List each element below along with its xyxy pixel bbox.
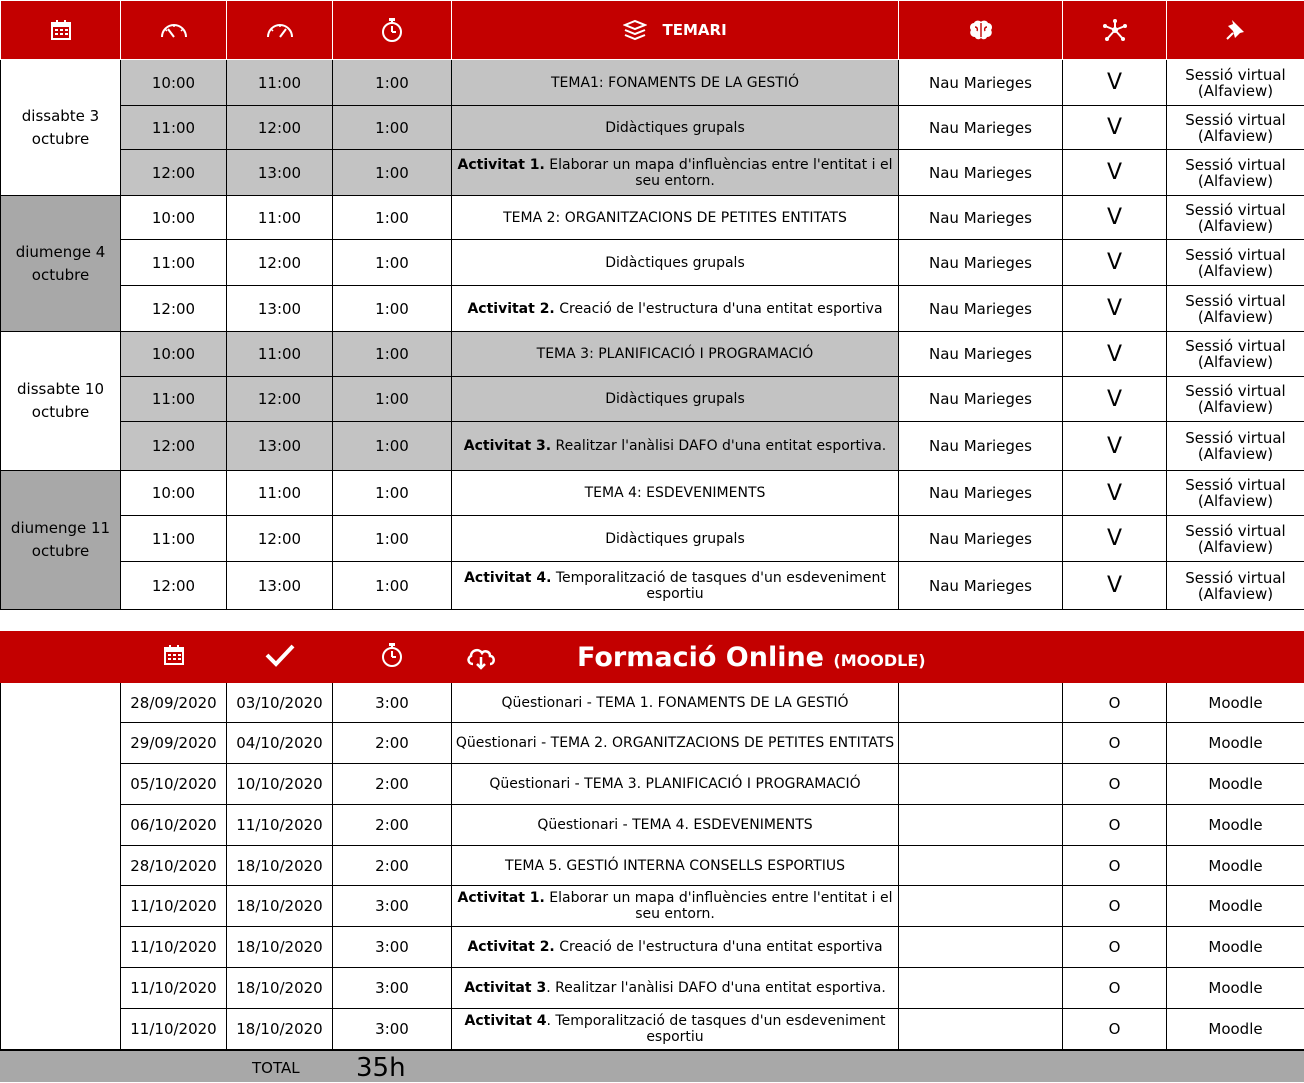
topic-text: TEMA 3: PLANIFICACIÓ I PROGRAMACIÓ — [537, 346, 814, 362]
mode-mark: O — [1063, 764, 1167, 805]
schedule-header-row — [1, 1, 1304, 60]
mode-mark: V — [1063, 377, 1167, 422]
location: Sessió virtual (Alfaview) — [1167, 150, 1304, 196]
trainer-blank — [899, 846, 1063, 886]
schedule-row — [1, 471, 1304, 516]
col-end-header — [227, 1, 333, 60]
start-time: 10:00 — [121, 60, 227, 106]
duration: 3:00 — [333, 927, 452, 968]
mode-mark: V — [1063, 286, 1167, 332]
online-row — [1, 764, 1304, 805]
mode-mark: V — [1063, 60, 1167, 106]
end-date: 11/10/2020 — [227, 805, 333, 846]
topic-cell — [452, 240, 899, 286]
schedule-row — [1, 60, 1304, 106]
online-header-row — [1, 632, 1304, 683]
end-time: 13:00 — [227, 562, 333, 610]
end-time: 12:00 — [227, 516, 333, 562]
mode-mark: O — [1063, 927, 1167, 968]
topic-text: Qüestionari - TEMA 3. PLANIFICACIÓ I PROGRAMACIÓ — [489, 776, 860, 792]
col-mode-header — [1063, 1, 1167, 60]
topic-cell — [452, 422, 899, 471]
topic-bold: Activitat 1. — [458, 157, 545, 173]
col-duration-header — [333, 1, 452, 60]
schedule-row — [1, 562, 1304, 610]
start-time: 12:00 — [121, 422, 227, 471]
topic-bold: Activitat 2. — [467, 939, 554, 955]
duration: 3:00 — [333, 968, 452, 1009]
start-date: 11/10/2020 — [121, 968, 227, 1009]
col-start-header — [121, 1, 227, 60]
start-date: 11/10/2020 — [121, 927, 227, 968]
topic-cell — [452, 286, 899, 332]
schedule-row — [1, 240, 1304, 286]
total-bar — [0, 1050, 1304, 1082]
topic-cell — [452, 927, 899, 968]
end-time: 11:00 — [227, 196, 333, 240]
start-time: 12:00 — [121, 562, 227, 610]
topic-text: TEMA 2: ORGANITZACIONS DE PETITES ENTITATS — [503, 210, 847, 226]
end-time: 13:00 — [227, 286, 333, 332]
location: Moodle — [1167, 805, 1304, 846]
topic-text: TEMA 4: ESDEVENIMENTS — [585, 485, 766, 501]
duration: 2:00 — [333, 805, 452, 846]
topic-text: . Realitzar l'anàlisi DAFO d'una entitat esportiva. — [546, 980, 886, 996]
schedule-row — [1, 377, 1304, 422]
topic-cell — [452, 764, 899, 805]
mode-mark: O — [1063, 968, 1167, 1009]
topic-text: Qüestionari - TEMA 4. ESDEVENIMENTS — [537, 817, 812, 833]
end-date: 03/10/2020 — [227, 683, 333, 723]
online-blank-header — [1, 632, 121, 683]
topic-text: Creació de l'estructura d'una entitat esportiva — [555, 301, 883, 317]
trainer-blank — [899, 927, 1063, 968]
duration: 2:00 — [333, 846, 452, 886]
topic-text: Realitzar l'anàlisi DAFO d'una entitat esportiva. — [551, 438, 886, 454]
end-time: 13:00 — [227, 422, 333, 471]
duration: 1:00 — [333, 106, 452, 150]
trainer-blank — [899, 886, 1063, 927]
location: Sessió virtual (Alfaview) — [1167, 106, 1304, 150]
topic-bold: Activitat 2. — [467, 301, 554, 317]
location: Moodle — [1167, 886, 1304, 927]
online-row — [1, 886, 1304, 927]
schedule-row — [1, 422, 1304, 471]
location: Sessió virtual (Alfaview) — [1167, 377, 1304, 422]
mode-mark: V — [1063, 422, 1167, 471]
trainer: Nau Marieges — [899, 422, 1063, 471]
duration: 3:00 — [333, 1009, 452, 1050]
topic-cell — [452, 377, 899, 422]
topic-text: Qüestionari - TEMA 1. FONAMENTS DE LA GESTIÓ — [501, 695, 848, 711]
topic-text: Didàctiques grupals — [605, 255, 745, 271]
topic-text: Temporalització de tasques d'un esdeveniment esportiu — [551, 570, 886, 602]
trainer: Nau Marieges — [899, 286, 1063, 332]
online-row — [1, 927, 1304, 968]
topic-cell — [452, 562, 899, 610]
location: Moodle — [1167, 927, 1304, 968]
end-date: 18/10/2020 — [227, 846, 333, 886]
mode-mark: O — [1063, 846, 1167, 886]
topic-cell — [452, 150, 899, 196]
duration: 1:00 — [333, 196, 452, 240]
online-subtitle: (MOODLE) — [833, 651, 925, 670]
duration: 1:00 — [333, 332, 452, 377]
topic-bold: Activitat 4 — [465, 1013, 547, 1029]
online-row — [1, 968, 1304, 1009]
topic-text: Didàctiques grupals — [605, 531, 745, 547]
mode-mark: O — [1063, 886, 1167, 927]
day-label: dissabte 3 octubre — [1, 60, 121, 196]
location: Sessió virtual (Alfaview) — [1167, 562, 1304, 610]
topic-cell — [452, 471, 899, 516]
network-icon — [1101, 21, 1129, 39]
books-icon — [623, 21, 652, 39]
duration: 3:00 — [333, 683, 452, 723]
trainer-blank — [899, 683, 1063, 723]
online-row — [1, 683, 1304, 723]
location: Sessió virtual (Alfaview) — [1167, 286, 1304, 332]
start-time: 12:00 — [121, 286, 227, 332]
topic-cell — [452, 968, 899, 1009]
trainer-blank — [899, 1009, 1063, 1050]
online-row — [1, 846, 1304, 886]
brain-icon — [968, 21, 994, 39]
col-location-header — [1167, 1, 1304, 60]
mode-mark: O — [1063, 1009, 1167, 1050]
online-table — [0, 631, 1304, 1050]
topic-cell — [452, 683, 899, 723]
topic-bold: Activitat 4. — [464, 570, 551, 586]
day-label: diumenge 4 octubre — [1, 196, 121, 332]
mode-mark: O — [1063, 723, 1167, 764]
end-date: 18/10/2020 — [227, 886, 333, 927]
end-time: 11:00 — [227, 471, 333, 516]
duration: 3:00 — [333, 886, 452, 927]
duration: 1:00 — [333, 422, 452, 471]
trainer-blank — [899, 723, 1063, 764]
topic-text: TEMA 5. GESTIÓ INTERNA CONSELLS ESPORTIUS — [505, 858, 845, 874]
online-title: Formació Online — [577, 642, 824, 673]
trainer: Nau Marieges — [899, 332, 1063, 377]
online-blank-cell — [1, 683, 121, 1050]
online-title-cell — [452, 632, 1304, 683]
speedometer-low-icon — [159, 21, 189, 39]
end-date: 04/10/2020 — [227, 723, 333, 764]
trainer: Nau Marieges — [899, 60, 1063, 106]
location: Moodle — [1167, 1009, 1304, 1050]
topic-text: Elaborar un mapa d'influèncias entre l'entitat i el seu entorn. — [545, 157, 893, 189]
mode-mark: O — [1063, 683, 1167, 723]
start-time: 11:00 — [121, 516, 227, 562]
duration: 1:00 — [333, 516, 452, 562]
check-icon — [264, 654, 296, 672]
topic-cell — [452, 1009, 899, 1050]
mode-mark: V — [1063, 150, 1167, 196]
topic-text: . Temporalització de tasques d'un esdeveniment esportiu — [547, 1013, 886, 1045]
start-date: 28/09/2020 — [121, 683, 227, 723]
start-date: 05/10/2020 — [121, 764, 227, 805]
online-deadline-header — [227, 632, 333, 683]
duration: 1:00 — [333, 60, 452, 106]
topic-cell — [452, 332, 899, 377]
end-time: 11:00 — [227, 332, 333, 377]
start-time: 11:00 — [121, 377, 227, 422]
day-label: diumenge 11 octubre — [1, 471, 121, 610]
mode-mark: V — [1063, 562, 1167, 610]
location: Sessió virtual (Alfaview) — [1167, 422, 1304, 471]
mode-mark: V — [1063, 196, 1167, 240]
start-time: 12:00 — [121, 150, 227, 196]
total-value: 35h — [356, 1053, 406, 1083]
end-date: 18/10/2020 — [227, 927, 333, 968]
topic-cell — [452, 886, 899, 927]
location: Moodle — [1167, 968, 1304, 1009]
schedule-row — [1, 286, 1304, 332]
end-date: 18/10/2020 — [227, 968, 333, 1009]
topic-text: Elaborar un mapa d'influències entre l'entitat i el seu entorn. — [545, 890, 893, 922]
col-trainer-header — [899, 1, 1063, 60]
schedule-row — [1, 106, 1304, 150]
topic-cell — [452, 106, 899, 150]
trainer: Nau Marieges — [899, 240, 1063, 286]
start-time: 11:00 — [121, 106, 227, 150]
calendar-icon — [50, 21, 72, 39]
location: Sessió virtual (Alfaview) — [1167, 471, 1304, 516]
location: Moodle — [1167, 683, 1304, 723]
duration: 1:00 — [333, 471, 452, 516]
duration: 1:00 — [333, 377, 452, 422]
cloud-download-icon — [465, 646, 497, 677]
end-date: 10/10/2020 — [227, 764, 333, 805]
start-date: 29/09/2020 — [121, 723, 227, 764]
location: Sessió virtual (Alfaview) — [1167, 60, 1304, 106]
schedule-row — [1, 196, 1304, 240]
stopwatch-icon — [380, 21, 404, 39]
location: Sessió virtual (Alfaview) — [1167, 516, 1304, 562]
start-date: 11/10/2020 — [121, 1009, 227, 1050]
stopwatch-icon — [380, 654, 404, 672]
schedule-body — [1, 60, 1304, 610]
schedule-row — [1, 332, 1304, 377]
online-body — [1, 683, 1304, 1050]
online-duration-header — [333, 632, 452, 683]
duration: 2:00 — [333, 723, 452, 764]
topic-cell — [452, 723, 899, 764]
duration: 1:00 — [333, 150, 452, 196]
trainer-blank — [899, 764, 1063, 805]
topic-bold: Activitat 3. — [464, 438, 551, 454]
mode-mark: V — [1063, 240, 1167, 286]
online-row — [1, 805, 1304, 846]
start-time: 11:00 — [121, 240, 227, 286]
mode-mark: V — [1063, 471, 1167, 516]
end-time: 12:00 — [227, 240, 333, 286]
trainer: Nau Marieges — [899, 106, 1063, 150]
duration: 1:00 — [333, 240, 452, 286]
calendar-icon — [163, 652, 185, 670]
trainer: Nau Marieges — [899, 150, 1063, 196]
end-time: 12:00 — [227, 377, 333, 422]
online-row — [1, 1009, 1304, 1050]
topic-cell — [452, 805, 899, 846]
location: Moodle — [1167, 723, 1304, 764]
location: Moodle — [1167, 846, 1304, 886]
start-date: 11/10/2020 — [121, 886, 227, 927]
trainer-blank — [899, 968, 1063, 1009]
duration: 1:00 — [333, 286, 452, 332]
topic-text: Creació de l'estructura d'una entitat esportiva — [555, 939, 883, 955]
pin-icon — [1224, 21, 1248, 39]
end-time: 13:00 — [227, 150, 333, 196]
location: Moodle — [1167, 764, 1304, 805]
online-date-header — [121, 632, 227, 683]
topic-cell — [452, 846, 899, 886]
trainer: Nau Marieges — [899, 516, 1063, 562]
mode-mark: O — [1063, 805, 1167, 846]
topic-cell — [452, 60, 899, 106]
topic-cell — [452, 196, 899, 240]
start-date: 06/10/2020 — [121, 805, 227, 846]
mode-mark: V — [1063, 332, 1167, 377]
total-label: TOTAL — [252, 1059, 300, 1077]
topic-text: Qüestionari - TEMA 2. ORGANITZACIONS DE PETITES ENTITATS — [456, 735, 894, 751]
duration: 1:00 — [333, 562, 452, 610]
start-time: 10:00 — [121, 332, 227, 377]
temari-label: TEMARI — [663, 21, 727, 39]
schedule-row — [1, 150, 1304, 196]
end-time: 12:00 — [227, 106, 333, 150]
end-time: 11:00 — [227, 60, 333, 106]
col-topic-header — [452, 1, 899, 60]
start-time: 10:00 — [121, 471, 227, 516]
end-date: 18/10/2020 — [227, 1009, 333, 1050]
speedometer-high-icon — [265, 21, 295, 39]
trainer: Nau Marieges — [899, 196, 1063, 240]
location: Sessió virtual (Alfaview) — [1167, 332, 1304, 377]
start-time: 10:00 — [121, 196, 227, 240]
location: Sessió virtual (Alfaview) — [1167, 240, 1304, 286]
topic-bold: Activitat 1. — [458, 890, 545, 906]
topic-text: TEMA1: FONAMENTS DE LA GESTIÓ — [551, 75, 799, 91]
trainer: Nau Marieges — [899, 377, 1063, 422]
topic-bold: Activitat 3 — [464, 980, 546, 996]
location: Sessió virtual (Alfaview) — [1167, 196, 1304, 240]
trainer: Nau Marieges — [899, 471, 1063, 516]
trainer-blank — [899, 805, 1063, 846]
topic-text: Didàctiques grupals — [605, 391, 745, 407]
mode-mark: V — [1063, 106, 1167, 150]
schedule-row — [1, 516, 1304, 562]
trainer: Nau Marieges — [899, 562, 1063, 610]
duration: 2:00 — [333, 764, 452, 805]
start-date: 28/10/2020 — [121, 846, 227, 886]
online-row — [1, 723, 1304, 764]
topic-cell — [452, 516, 899, 562]
mode-mark: V — [1063, 516, 1167, 562]
topic-text: Didàctiques grupals — [605, 120, 745, 136]
day-label: dissabte 10 octubre — [1, 332, 121, 471]
col-date-header — [1, 1, 121, 60]
